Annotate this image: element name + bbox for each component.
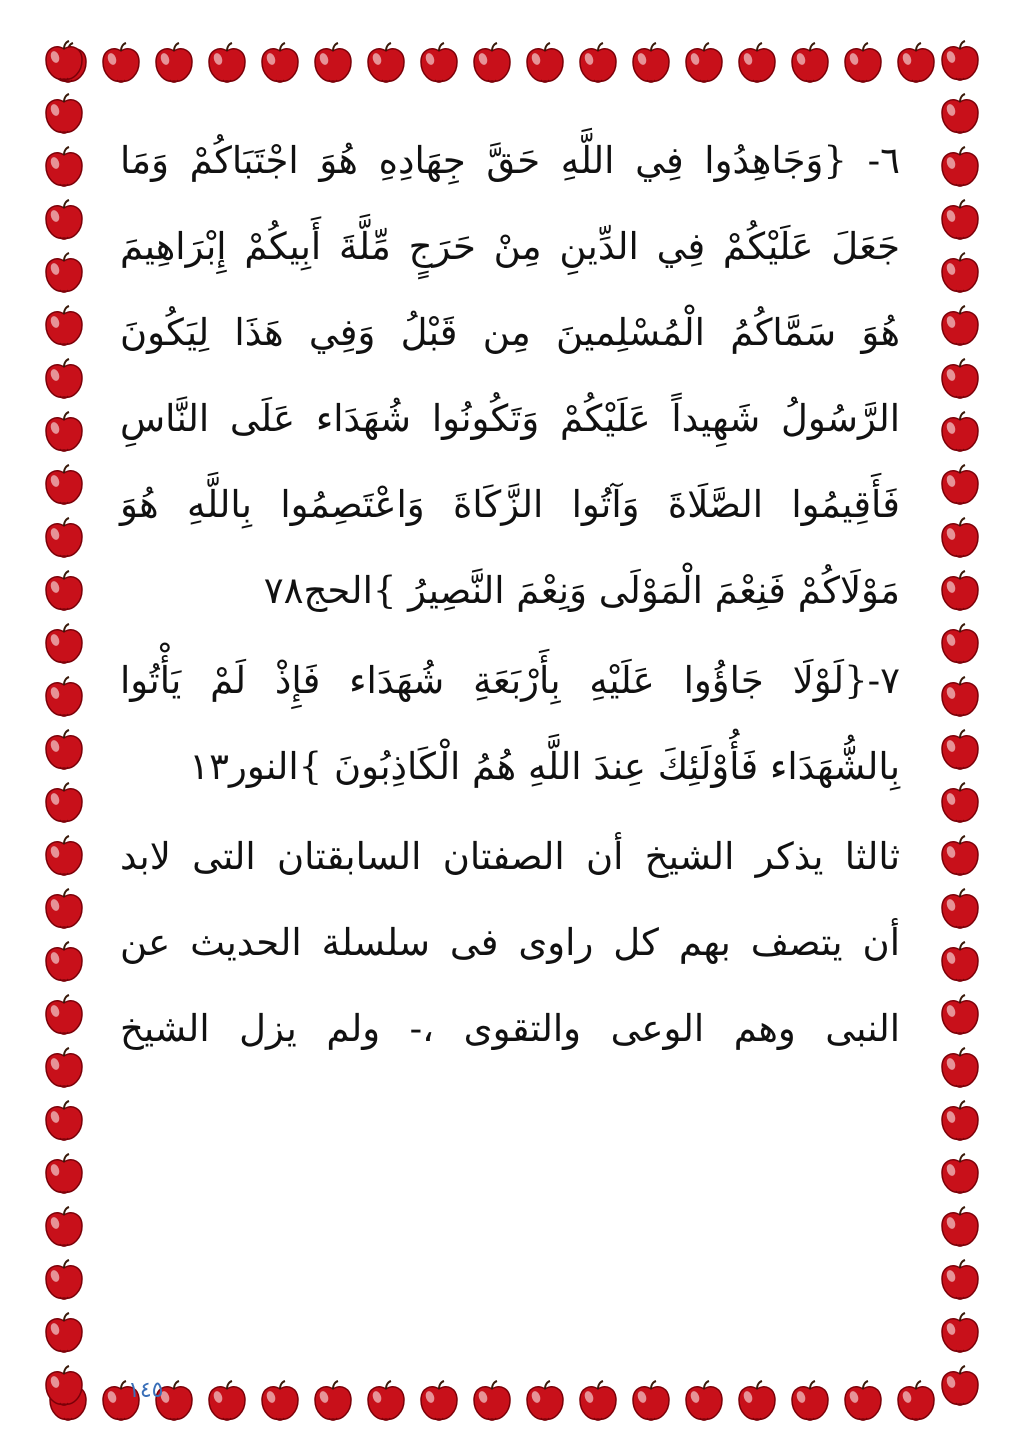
apple-border-icon <box>470 1380 514 1424</box>
apple-border-icon <box>938 994 982 1038</box>
apple-border-icon <box>894 1380 938 1424</box>
text-line-2: جَعَلَ عَلَيْكُمْ فِي الدِّينِ مِنْ حَرَجٍ مِّلَّةَ أَبِيكُمْ إِبْرَاهِيمَ <box>120 225 900 268</box>
apple-border-icon <box>258 1380 302 1424</box>
apple-border-icon <box>938 1100 982 1144</box>
apple-border-icon <box>938 782 982 826</box>
apple-border-icon <box>311 42 355 86</box>
page-number: ١٤٥ <box>128 1378 164 1403</box>
apple-border-icon <box>42 941 86 985</box>
apple-border-icon <box>42 199 86 243</box>
apple-border-icon <box>682 1380 726 1424</box>
apple-border-icon <box>205 42 249 86</box>
apple-border-icon <box>99 42 143 86</box>
apple-border-icon <box>258 42 302 86</box>
apple-border-icon <box>938 941 982 985</box>
apple-border-icon <box>735 1380 779 1424</box>
apple-border-icon <box>788 1380 832 1424</box>
page-text <box>120 118 900 1328</box>
apple-border-icon <box>938 146 982 190</box>
apple-border-icon <box>938 517 982 561</box>
apple-border-icon <box>42 570 86 614</box>
apple-border-icon <box>42 93 86 137</box>
apple-border-icon <box>938 358 982 402</box>
apple-border-icon <box>938 305 982 349</box>
apple-border-icon <box>576 1380 620 1424</box>
text-line-1: ٦- {وَجَاهِدُوا فِي اللَّهِ حَقَّ جِهَادِهِ هُوَ اجْتَبَاكُمْ وَمَا <box>120 139 900 182</box>
apple-border-icon <box>42 252 86 296</box>
apple-border-icon <box>682 42 726 86</box>
apple-border-icon <box>629 1380 673 1424</box>
apple-border-icon <box>417 42 461 86</box>
apple-border-icon <box>938 199 982 243</box>
apple-border-icon <box>42 729 86 773</box>
apple-border-icon <box>311 1380 355 1424</box>
apple-border-icon <box>42 146 86 190</box>
apple-border-icon <box>42 464 86 508</box>
apple-border-icon <box>42 1100 86 1144</box>
text-line-7: ٧-{لَوْلَا جَاؤُوا عَلَيْهِ بِأَرْبَعَةِ شُهَدَاء فَإِذْ لَمْ يَأْتُوا <box>120 659 900 702</box>
apple-border-icon <box>42 1206 86 1250</box>
apple-border-icon <box>417 1380 461 1424</box>
apple-border-icon <box>788 42 832 86</box>
text-line-4: الرَّسُولُ شَهِيداً عَلَيْكُمْ وَتَكُونُوا شُهَدَاء عَلَى النَّاسِ <box>120 397 900 440</box>
apple-border-icon <box>42 305 86 349</box>
apple-border-icon <box>938 676 982 720</box>
apple-border-icon <box>841 1380 885 1424</box>
text-line-8: بِالشُّهَدَاء فَأُوْلَئِكَ عِندَ اللَّهِ هُمُ الْكَاذِبُونَ }النور١٣ <box>189 745 900 788</box>
apple-border-icon <box>470 42 514 86</box>
apple-border-icon <box>735 42 779 86</box>
apple-border-icon <box>42 1047 86 1091</box>
apple-border-icon <box>938 93 982 137</box>
apple-border-icon <box>576 42 620 86</box>
apple-border-icon <box>205 1380 249 1424</box>
apple-border-icon <box>42 517 86 561</box>
apple-border-icon <box>938 835 982 879</box>
apple-border-icon <box>364 1380 408 1424</box>
apple-border-icon <box>42 623 86 667</box>
text-line-11: النبى وهم الوعى والتقوى ،- ولم يزل الشيخ <box>120 1007 900 1050</box>
apple-border-icon <box>523 1380 567 1424</box>
apple-border-icon <box>42 358 86 402</box>
apple-border-icon <box>938 1206 982 1250</box>
apple-border-icon <box>938 40 982 84</box>
apple-border-icon <box>938 464 982 508</box>
text-line-9: ثالثا يذكر الشيخ أن الصفتان السابقتان التى لابد <box>120 835 900 878</box>
apple-border-icon <box>42 782 86 826</box>
apple-border-icon <box>938 570 982 614</box>
apple-border-icon <box>42 411 86 455</box>
apple-border-icon <box>42 1259 86 1303</box>
apple-border-icon <box>364 42 408 86</box>
apple-border-icon <box>938 1047 982 1091</box>
apple-border-icon <box>42 40 86 84</box>
apple-border-icon <box>42 1153 86 1197</box>
apple-border-icon <box>938 1153 982 1197</box>
apple-border-icon <box>42 1365 86 1409</box>
apple-border-icon <box>629 42 673 86</box>
apple-border-icon <box>841 42 885 86</box>
text-line-10: أن يتصف بهم كل راوى فى سلسلة الحديث عن <box>120 921 900 964</box>
text-line-5: فَأَقِيمُوا الصَّلَاةَ وَآتُوا الزَّكَاةَ وَاعْتَصِمُوا بِاللَّهِ هُوَ <box>120 483 900 526</box>
apple-border-icon <box>42 994 86 1038</box>
apple-border-icon <box>938 729 982 773</box>
apple-border-icon <box>152 42 196 86</box>
apple-border-icon <box>938 1259 982 1303</box>
apple-border-icon <box>938 1312 982 1356</box>
text-line-6: مَوْلَاكُمْ فَنِعْمَ الْمَوْلَى وَنِعْمَ النَّصِيرُ }الحج٧٨ <box>263 569 900 612</box>
apple-border-icon <box>938 252 982 296</box>
apple-border-icon <box>42 1312 86 1356</box>
apple-border-icon <box>894 42 938 86</box>
apple-border-icon <box>938 411 982 455</box>
text-line-3: هُوَ سَمَّاكُمُ الْمُسْلِمينَ مِن قَبْلُ وَفِي هَذَا لِيَكُونَ <box>120 311 900 354</box>
apple-border-icon <box>42 835 86 879</box>
apple-border-icon <box>938 1365 982 1409</box>
apple-border-icon <box>938 888 982 932</box>
apple-border-icon <box>938 623 982 667</box>
apple-border-icon <box>523 42 567 86</box>
apple-border-icon <box>42 676 86 720</box>
apple-border-icon <box>42 888 86 932</box>
